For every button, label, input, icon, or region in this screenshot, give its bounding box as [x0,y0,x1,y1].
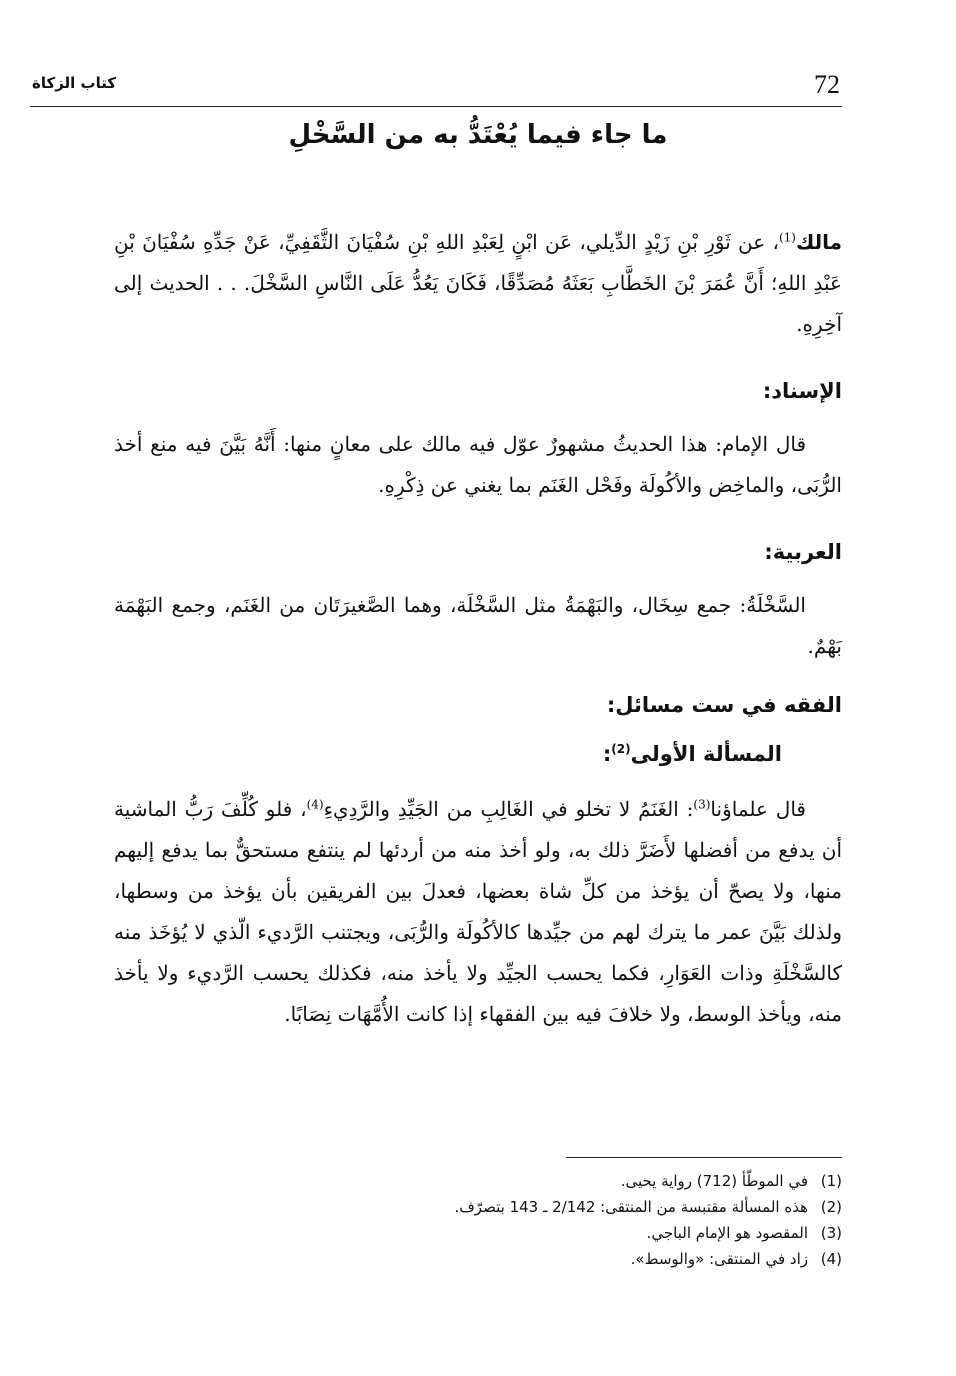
isnad-paragraph: قال الإمام: هذا الحديثُ مشهورٌ عوّل فيه مالك على معانٍ منها: أَنَّهُ بَيَّنَ فيه منع أخذ الرُّبَى، والماخِض والأكُولَة وفَحْل الغَنَم بما يغني عن ذِكْرِهِ. [114,432,842,497]
footnote-ref-4: (4) [306,797,324,812]
footnote-text: هذه المسألة مقتبسة من المنتقى: 2/142 ـ 143 بتصرّف. [454,1198,808,1216]
first-question-colon: : [602,742,612,766]
footnote-number: (1) [820,1172,842,1190]
footnote-number: (2) [820,1198,842,1216]
footnote-item [114,1220,842,1246]
fiqh-paragraph [114,789,842,1035]
footnote-text: المقصود هو الإمام الباجي. [646,1224,808,1242]
footnote-ref-3: (3) [693,797,711,812]
footnote-text: زاد في المنتقى: «والوسط». [630,1250,808,1268]
footnote-divider [566,1157,842,1158]
fiqh-heading: الفقه في ست مسائل: [606,693,842,717]
footnote-item [114,1194,842,1220]
footnote-ref-1: (1) [778,230,796,245]
arabiyya-paragraph: السَّخْلَةُ: جمع سِخَال، والبَهْمَةُ مثل السَّخْلَة، وهما الصَّغيرَتَان من الغَنَم، وجمع البَهْمَة بَهْمٌ. [114,593,842,658]
hadith-text: ، عن ثَوْرِ بْنِ زَيْدٍ الدِّيلي، عَن ابْنٍ لِعَبْدِ اللهِ بْنِ سُفْيَانَ الثَّقَفِيِّ، عَنْ جَدِّهِ سُفْيَانَ بْنِ عَبْدِ اللهِ؛ أَنَّ عُمَرَ بْنَ الخَطَّابِ بَعَثَهُ مُصَدِّقًا، فَكَانَ يَعُدُّ عَلَى النَّاسِ السَّخْلَ. . . الحديث إلى آخِرِهِ. [114,230,842,336]
book-title: كتاب الزكاة [32,74,117,92]
arabiyya-heading: العربية: [764,540,842,564]
hadith-paragraph [114,222,842,345]
isnad-heading: الإسناد: [762,379,842,403]
fiqh-text-part1: قال علماؤنا [710,797,806,821]
hadith-lead: مالك [795,230,842,254]
footnote-ref-2: (2) [611,742,631,756]
footnote-text: في الموطّأ (712) رواية يحيى. [620,1172,808,1190]
footnote-item [114,1246,842,1272]
fiqh-text-part2: : الغَنَمُ لا تخلو في الغَالِبِ من الجَيِّدِ والرَّدِيءِ [323,797,694,821]
footnote-item [114,1168,842,1194]
first-question-heading [114,734,842,775]
running-header [30,66,842,107]
first-question-label: المسألة الأولى [630,742,782,766]
footnotes [114,1168,842,1272]
page-number: 72 [814,70,840,99]
chapter-title: ما جاء فيما يُعْتَدُّ به من السَّخْلِ [288,120,668,150]
footnote-number: (3) [820,1224,842,1242]
fiqh-text-part3: ، فلو كُلِّفَ رَبُّ الماشية أن يدفع من أفضلها لأَضَرَّ ذلك به، ولو أخذ منه من أردئها لم ينتفع مستحقٌّ بما يدفع إليهم منها، ولا يصحّ أن يؤخذ من كلِّ شاة بعضها، فعدلَ بين الفريقين بأن يؤخذ من وسطها، ولذلك بَيَّنَ عمر ما يترك لهم من جيِّدها كالأكُولَة والرُّبَى، ويجتنب الرَّديء الّذي لا يُؤخَذ منه كالسَّخْلَةِ وذات العَوَارِ، فكما يحسب الجيِّد ولا يأخذ منه، فكذلك يحسب الرَّديء ولا يأخذ منه، ويأخذ الوسط، ولا خلافَ فيه بين الفقهاء إذا كانت الأُمَّهَات نِصَابًا. [114,797,842,1026]
footnote-number: (4) [820,1250,842,1268]
main-text [114,222,842,1035]
